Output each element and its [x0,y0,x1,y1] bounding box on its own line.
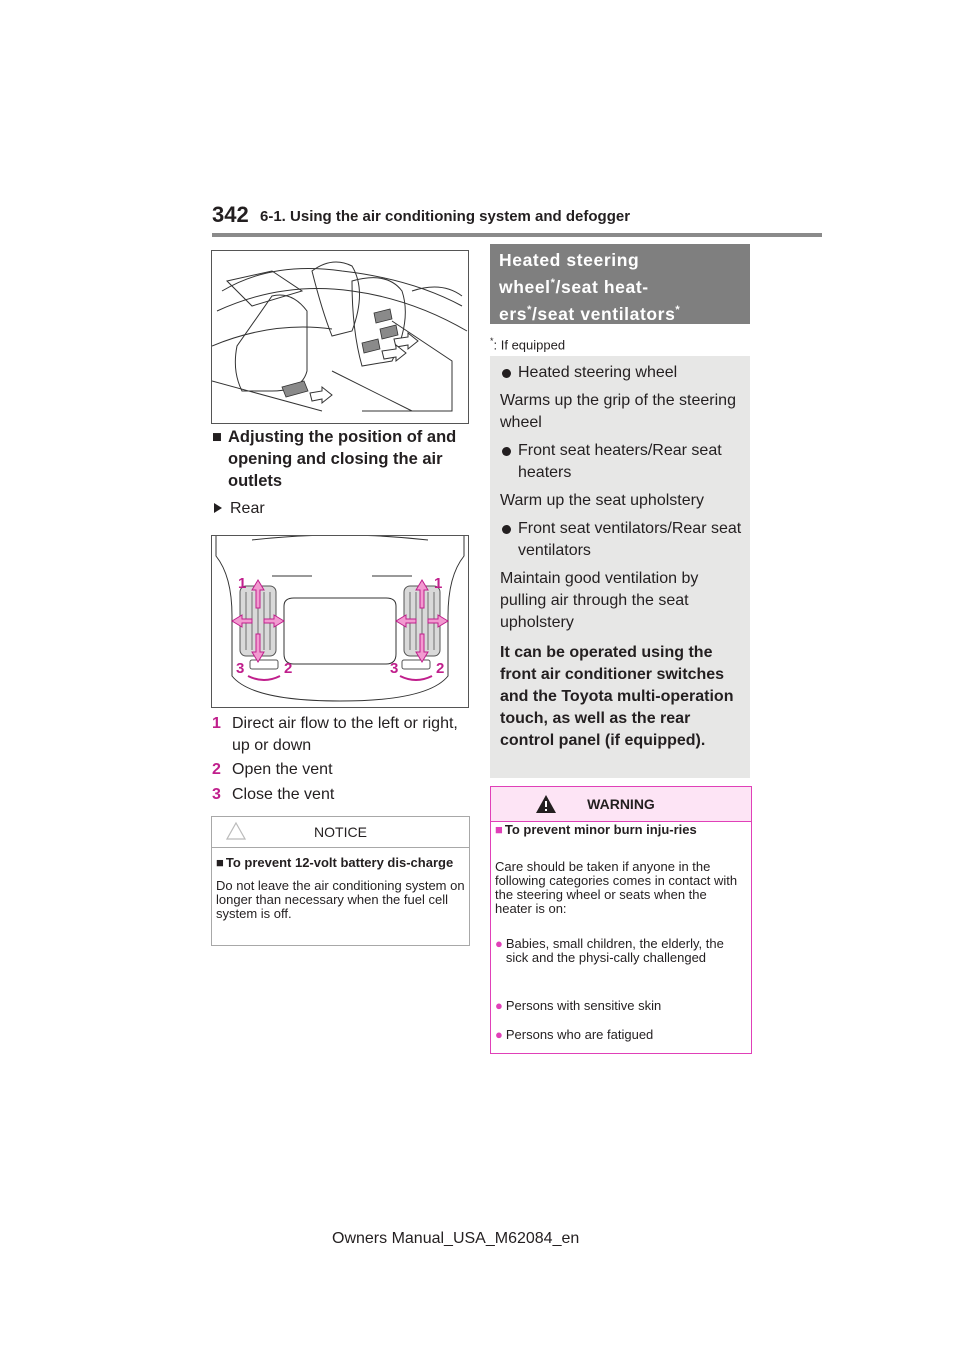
warning-label: WARNING [587,796,655,812]
footnote-asterisk: * [490,336,494,346]
triangle-arrow-icon [214,503,222,513]
rear-label: Rear [230,500,265,517]
pink-bullet-icon: ● [495,1027,503,1042]
bullet-dot-icon [502,525,511,534]
callout-3-right: 3 [390,660,399,677]
warning-item [495,999,745,1013]
feature-desc: Warm up the seat upholstery [500,492,704,509]
warning-item [495,1028,745,1042]
section-title: 6-1. Using the air conditioning system and defogger [260,208,631,225]
feature-title: Front seat heaters/Rear seat heaters [518,442,722,481]
caution-triangle-icon [226,821,246,841]
step-text: Direct air flow to the left or right, up or down [232,715,458,754]
notice-title [216,856,465,870]
notice-title-text: To prevent 12-volt battery dis-charge [225,855,454,870]
notice-box [211,816,470,946]
section-heading-bar [490,244,750,324]
feature-description-box [490,356,750,778]
rear-subheading [214,500,265,518]
pink-bullet-icon: ● [495,936,503,951]
warning-body: Care should be taken if anyone in the following categories comes in contact with the steering wheel or seats when the heater is on: [495,859,738,916]
feature-item-heated-steering [490,362,750,384]
callout-3-left: 3 [236,660,245,677]
warning-header [491,787,751,822]
section-heading-line-2a: wheel [499,276,551,297]
step-text: Close the vent [232,786,335,803]
callout-2-right: 2 [436,660,445,677]
step-3 [212,784,468,806]
section-heading-line-1: Heated steering [499,250,640,270]
warning-item-text: Persons with sensitive skin [505,998,662,1013]
feature-title: Front seat ventilators/Rear seat ventilators [518,520,742,559]
callout-1-left: 1 [238,575,247,592]
warning-title-text: To prevent minor burn inju-ries [504,822,697,837]
heading-text: Adjusting the position of and opening and closing the air outlets [228,428,457,490]
asterisk: * [675,303,681,316]
step-number: 1 [212,715,221,732]
feature-item-seat-ventilators [490,518,750,562]
feature-item-seat-heaters [490,440,750,484]
notice-label: NOTICE [314,824,367,840]
feature-desc: Maintain good ventilation by pulling air through the seat upholstery [500,570,699,631]
bullet-dot-icon [502,369,511,378]
feature-title: Heated steering wheel [518,364,678,381]
header-rule [212,233,822,237]
warning-item-text: Babies, small children, the elderly, the sick and the physi-cally challenged [505,936,724,965]
warning-box [490,786,752,1054]
footnote-text: : If equipped [493,337,566,353]
asterisk: * [527,303,532,316]
asterisk: * [550,277,556,289]
notice-header [212,817,469,848]
step-2 [212,759,468,781]
callout-2-left: 2 [284,660,293,677]
heading-bullet: ■ [212,428,222,446]
operation-note: It can be operated using the front air conditioner switches and the Toyota multi-operation touch, as well as the rear control panel (if equipped). [500,644,734,749]
section-heading-line-3a: ers [499,303,528,324]
warning-title [495,823,735,837]
warning-item-text: Persons who are fatigued [505,1027,654,1042]
bullet-dot-icon [502,447,511,456]
warning-item [495,937,745,965]
rear-air-outlets-interior-illustration [211,250,469,424]
section-heading-line-3b: /seat ventilators [531,303,676,324]
callout-1-right: 1 [434,575,443,592]
step-number: 3 [212,786,221,803]
car-interior-drawing [212,251,468,423]
warning-bullet: ■ [495,822,503,837]
footnote [490,336,565,352]
step-1 [212,713,468,757]
feature-desc: Warms up the grip of the steering wheel [500,392,736,431]
outlet-adjustment-heading [212,426,467,492]
step-number: 2 [212,761,221,778]
notice-body: Do not leave the air conditioning system on longer than necessary when the fuel cell system is off. [216,878,465,921]
page-number: 342 [212,202,249,227]
rear-vents-illustration [211,535,469,708]
rear-vents-drawing [212,536,468,707]
pink-bullet-icon: ● [495,998,503,1013]
notice-bullet: ■ [216,855,224,870]
warning-triangle-icon [535,794,557,814]
step-text: Open the vent [232,761,333,778]
section-heading-line-2b: /seat heat- [555,276,649,297]
footer-manual-id: Owners Manual_USA_M62084_en [332,1230,580,1247]
section-heading [499,249,680,326]
